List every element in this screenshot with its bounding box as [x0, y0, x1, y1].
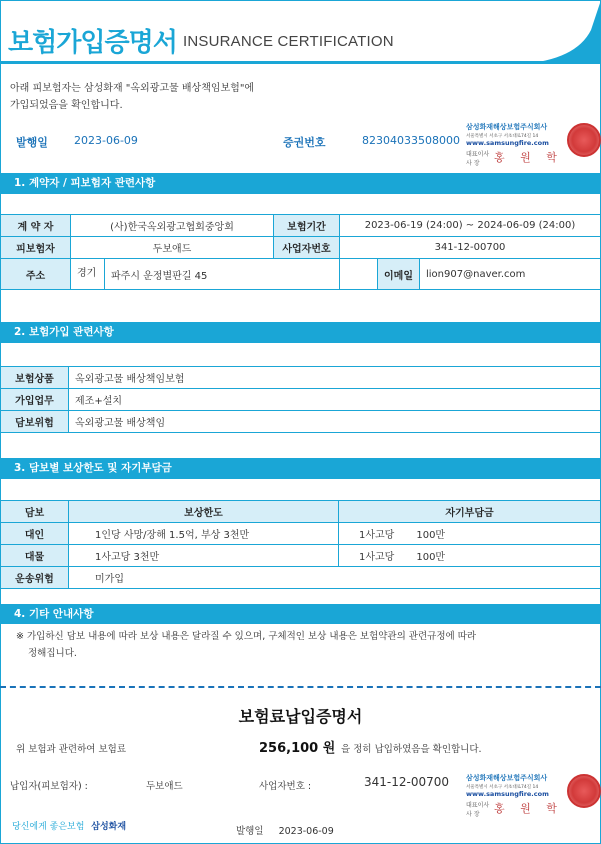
limit-value: 1인당 사망/장해 1.5억, 부상 3천만 [69, 523, 339, 545]
coverage-col-header: 담보 [1, 501, 69, 523]
table-row [1, 215, 601, 237]
table-row [1, 237, 601, 259]
page-title: 보험가입증명서 [8, 28, 177, 58]
company-website: www.samsungfire.com [466, 139, 549, 147]
slogan-brand: 삼성화재 [91, 822, 127, 832]
address-label: 주소 [1, 259, 71, 290]
ceo-label: 대표이사 [466, 151, 490, 158]
section2-table [0, 366, 601, 433]
section1-table [0, 214, 601, 290]
ceo-title: 사 장 [466, 811, 480, 818]
section1-gap [0, 193, 601, 203]
business-value: 제조+설치 [69, 389, 601, 411]
section3-gap [0, 478, 601, 488]
product-value: 옥외광고물 배상책임보험 [69, 367, 601, 389]
notice-text [16, 628, 591, 662]
footer-slogan [12, 819, 126, 832]
address-spacer [340, 259, 378, 290]
payment-bizno-label: 사업자번호 : [259, 781, 312, 792]
footer-date-value: 2023-06-09 [278, 826, 334, 837]
policy-number-label: 증권번호 [283, 136, 326, 149]
deductible-value [339, 545, 601, 567]
company-seal-block-bottom [466, 773, 601, 818]
table-row [1, 501, 601, 523]
ceo-signature: 홍 원 학 [494, 151, 563, 164]
company-name: 삼성화재해상보험주식회사 [466, 123, 548, 131]
table-row [1, 367, 601, 389]
policy-number-value: 82304033508000 [362, 134, 460, 147]
address-cell [71, 259, 340, 290]
company-name: 삼성화재해상보험주식회사 [466, 774, 548, 782]
deductible-value [339, 523, 601, 545]
payer-label: 납입자(피보험자) : [10, 781, 88, 792]
deductible-amount: 100만 [416, 552, 446, 563]
section2-header: 2. 보험가입 관련사항 [0, 322, 601, 342]
company-address: 서울특별시 서초구 서초대로74길 14 [466, 134, 539, 139]
page-subtitle: INSURANCE CERTIFICATION [183, 33, 394, 50]
intro-line-1: 아래 피보험자는 삼성화재 "옥외광고물 배상책임보험"에 [10, 83, 255, 94]
table-row [1, 545, 601, 567]
ceo-label: 대표이사 [466, 802, 490, 809]
insured-value: 두보애드 [71, 237, 274, 259]
address-region: 경기 [71, 259, 105, 289]
email-value: lion907@naver.com [420, 259, 601, 290]
email-label: 이메일 [378, 259, 420, 290]
limit-value: 1사고당 3천만 [69, 545, 339, 567]
period-label: 보험기간 [274, 215, 340, 237]
insured-label: 피보험자 [1, 237, 71, 259]
bizno-value: 341-12-00700 [340, 237, 601, 259]
header-divider [0, 61, 601, 64]
cut-line [0, 686, 601, 688]
section4-header: 4. 기타 안내사항 [0, 604, 601, 624]
limit-col-header: 보상한도 [69, 501, 339, 523]
issue-date-label: 발행일 [16, 136, 48, 149]
issue-date-value: 2023-06-09 [74, 134, 138, 147]
row-label: 운송위험 [1, 567, 69, 589]
slogan-prefix: 당신에게 좋은보험 [12, 822, 85, 832]
deductible-unit: 1사고당 [359, 530, 395, 541]
row-label: 대인 [1, 523, 69, 545]
header-decoration [521, 0, 601, 64]
payment-suffix: 을 정히 납입하였음을 확인합니다. [341, 744, 482, 755]
company-address: 서울특별시 서초구 서초대로74길 14 [466, 785, 539, 790]
section3-header: 3. 담보별 보상한도 및 자기부담금 [0, 458, 601, 478]
deductible-col-header: 자기부담금 [339, 501, 601, 523]
notice-line-1: ※ 가입하신 담보 내용에 따라 보상 내용은 달라질 수 있으며, 구체적인 보상 내용은 보험약관의 관련규정에 따라 [16, 631, 477, 642]
address-value: 파주시 운정별판길 45 [111, 270, 208, 282]
table-row [1, 259, 601, 290]
notice-line-2: 정해집니다. [28, 648, 77, 659]
business-label: 가입업무 [1, 389, 69, 411]
coverage-label: 담보위험 [1, 411, 69, 433]
product-label: 보험상품 [1, 367, 69, 389]
payment-bizno-value: 341-12-00700 [364, 775, 450, 789]
section1-header: 1. 계약자 / 피보험자 관련사항 [0, 173, 601, 193]
payer-value: 두보애드 [146, 781, 183, 792]
footer-date-label: 발행일 [236, 826, 264, 837]
contractor-value: (사)한국옥외광고협회중앙회 [71, 215, 274, 237]
company-seal-block [466, 122, 601, 167]
coverage-value: 옥외광고물 배상책임 [69, 411, 601, 433]
footer-date [236, 823, 334, 837]
limit-value: 미가입 [69, 567, 601, 589]
bizno-label: 사업자번호 [274, 237, 340, 259]
ceo-title: 사 장 [466, 160, 480, 167]
payment-prefix: 위 보험과 관련하여 보험료 [16, 744, 127, 755]
intro-text [10, 80, 254, 114]
period-value: 2023-06-19 (24:00) ~ 2024-06-09 (24:00) [340, 215, 601, 237]
contractor-label: 계 약 자 [1, 215, 71, 237]
ceo-signature: 홍 원 학 [494, 802, 563, 815]
intro-line-2: 가입되었음을 확인합니다. [10, 100, 123, 111]
deductible-amount: 100만 [416, 530, 446, 541]
table-row [1, 389, 601, 411]
deductible-unit: 1사고당 [359, 552, 395, 563]
company-seal-stamp [567, 774, 601, 808]
company-seal-stamp [567, 123, 601, 157]
company-website: www.samsungfire.com [466, 790, 549, 798]
table-row [1, 523, 601, 545]
payment-title: 보험료납입증명서 [238, 707, 363, 726]
section2-gap [0, 342, 601, 352]
table-row [1, 411, 601, 433]
section3-table [0, 500, 601, 589]
table-row [1, 567, 601, 589]
payment-amount: 256,100 원 [259, 741, 336, 756]
row-label: 대물 [1, 545, 69, 567]
